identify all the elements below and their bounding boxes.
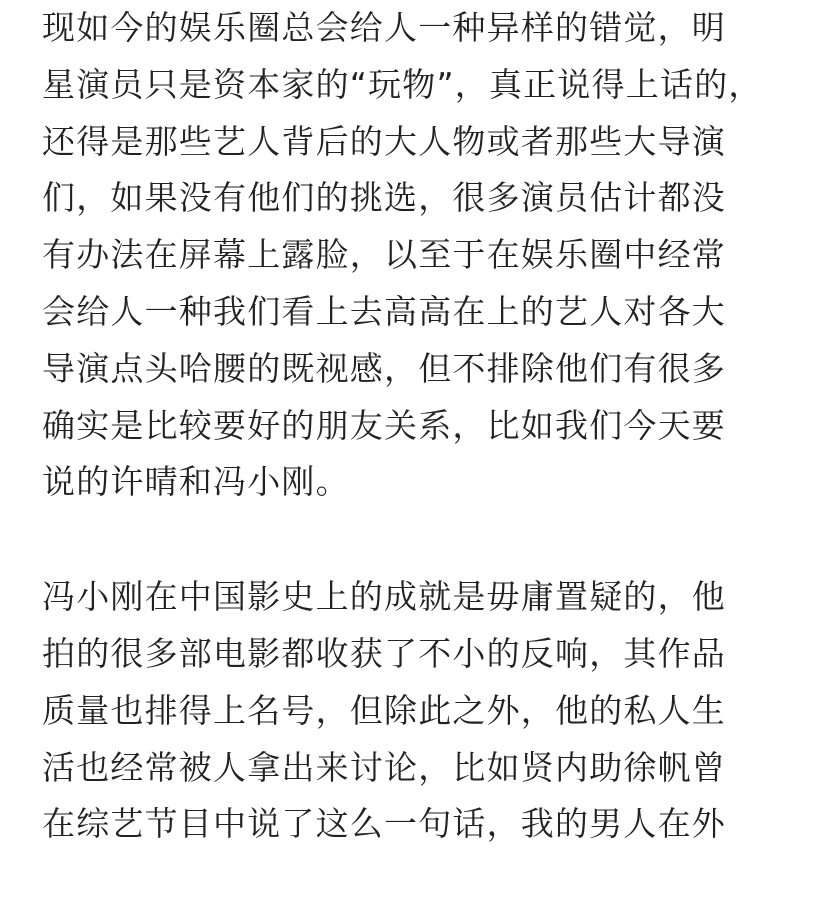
article-body (42, 0, 782, 853)
text-line: 还得是那些艺人背后的大人物或者那些大导演 (42, 121, 726, 161)
text-line: 质量也排得上名号，但除此之外，他的私人生 (42, 690, 726, 730)
text-line: 活也经常被人拿出来讨论，比如贤内助徐帆曾 (42, 747, 726, 787)
article-paragraph-1 (42, 0, 782, 511)
text-line: 拍的很多部电影都收获了不小的反响，其作品 (42, 633, 726, 673)
article-paragraph-2 (42, 569, 782, 853)
text-line: 现如今的娱乐圈总会给人一种异样的错觉，明 (42, 8, 726, 47)
text-line: 确实是比较要好的朋友关系，比如我们今天要 (42, 405, 726, 445)
text-line: 说的许晴和冯小刚。 (42, 462, 350, 502)
text-line: 会给人一种我们看上去高高在上的艺人对各大 (42, 291, 726, 331)
text-line: 在综艺节目中说了这么一句话，我的男人在外 (42, 804, 726, 844)
text-line: 有办法在屏幕上露脸，以至于在娱乐圈中经常 (42, 235, 726, 275)
text-line: 们，如果没有他们的挑选，很多演员估计都没 (42, 178, 726, 218)
text-line: 冯小刚在中国影史上的成就是毋庸置疑的，他 (42, 577, 726, 617)
text-line: 星演员只是资本家的“玩物”，真正说得上话的， (42, 64, 763, 104)
text-line: 导演点头哈腰的既视感，但不排除他们有很多 (42, 348, 726, 388)
